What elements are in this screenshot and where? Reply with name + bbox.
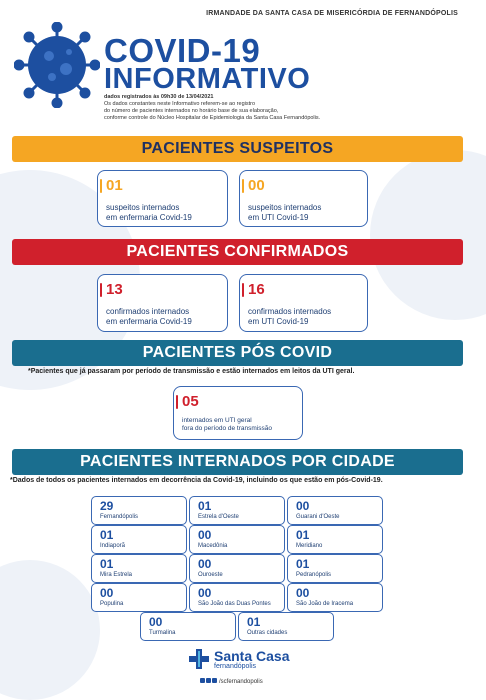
intro-line-1: Os dados constantes neste Informativo referem-se ao registro [104, 101, 256, 107]
city-card [287, 525, 383, 554]
card-desc-1: confirmados internados [106, 307, 190, 316]
card-number: 01 [106, 177, 123, 194]
city-name: Ouroeste [198, 572, 223, 578]
cross-icon [188, 648, 210, 670]
city-name: Fernandópolis [100, 514, 139, 520]
city-card [189, 496, 285, 525]
city-count: 29 [100, 499, 114, 513]
city-card [91, 525, 187, 554]
city-card [91, 583, 187, 612]
city-count: 01 [296, 528, 310, 542]
city-name: Turmalina [149, 630, 176, 636]
city-card [287, 583, 383, 612]
banner-pos-covid: PACIENTES PÓS COVID [12, 340, 463, 366]
city-card [287, 554, 383, 583]
city-count: 00 [296, 586, 310, 600]
city-count: 01 [296, 557, 310, 571]
city-name: São João das Duas Pontes [198, 601, 271, 607]
city-count: 00 [100, 586, 114, 600]
instagram-icon [200, 678, 205, 683]
city-count: 01 [247, 615, 261, 629]
city-count: 00 [198, 528, 212, 542]
title-covid: COVID-19 [104, 32, 261, 69]
card-number: 13 [106, 281, 123, 298]
city-name: Outras cidades [247, 630, 288, 636]
facebook-icon [206, 678, 211, 683]
city-name: Populina [100, 601, 124, 607]
card-confirmados-uti [239, 274, 368, 332]
card-suspeitos-uti [239, 170, 368, 227]
city-card [189, 554, 285, 583]
banner-confirmados: PACIENTES CONFIRMADOS [12, 239, 463, 265]
city-count: 00 [198, 586, 212, 600]
title-informativo: INFORMATIVO [104, 63, 311, 95]
city-card [140, 612, 236, 641]
card-desc-2: em UTI Covid-19 [248, 213, 309, 222]
city-count: 00 [149, 615, 163, 629]
city-card [238, 612, 334, 641]
intro-text [104, 94, 384, 122]
city-name: São João de Iracema [296, 601, 354, 607]
city-card [189, 525, 285, 554]
card-suspeitos-enfermaria [97, 170, 228, 227]
virus-icon [14, 22, 100, 108]
background-virus-right [370, 150, 486, 320]
santa-casa-logo [188, 648, 308, 672]
card-desc-2: em enfermaria Covid-19 [106, 213, 192, 222]
banner-suspeitos: PACIENTES SUSPEITOS [12, 136, 463, 162]
brand-name: Santa Casa [214, 648, 290, 664]
banner-cidades: PACIENTES INTERNADOS POR CIDADE [12, 449, 463, 475]
card-desc-2: fora do período de transmissão [182, 425, 272, 432]
city-name: Meridiano [296, 543, 323, 549]
city-name: Pedranópolis [296, 572, 332, 578]
city-card [287, 496, 383, 525]
intro-line-2: do número de pacientes internados no horário base de sua elaboração, [104, 108, 279, 114]
city-count: 00 [198, 557, 212, 571]
twitter-icon [212, 678, 217, 683]
city-name: Mira Estrela [100, 572, 133, 578]
social-text: /scfernandopolis [219, 679, 263, 685]
card-desc-2: em enfermaria Covid-19 [106, 317, 192, 326]
card-number: 16 [248, 281, 265, 298]
city-name: Indiaporã [100, 543, 126, 549]
city-count: 00 [296, 499, 310, 513]
card-desc-1: suspeitos internados [248, 203, 322, 212]
organization-name: IRMANDADE DA SANTA CASA DE MISERICÓRDIA DE FERNANDÓPOLIS [206, 10, 458, 17]
card-number: 05 [182, 393, 199, 410]
card-desc-1: internados em UTI geral [182, 417, 252, 424]
brand-subtitle: fernandópolis [214, 663, 257, 670]
card-desc-1: confirmados internados [248, 307, 332, 316]
city-card [189, 583, 285, 612]
city-name: Guarani d'Oeste [296, 514, 340, 520]
card-desc-1: suspeitos internados [106, 203, 180, 212]
social-handle [200, 678, 263, 685]
pos-covid-note: *Pacientes que já passaram por período de transmissão e estão internados em leitos da UTI geral. [28, 368, 355, 375]
card-confirmados-enfermaria [97, 274, 228, 332]
city-name: Macedônia [198, 543, 228, 549]
city-count: 01 [198, 499, 212, 513]
city-card [91, 554, 187, 583]
cidades-note: *Dados de todos os pacientes internados em decorrência da Covid-19, incluindo os que estão em pós-Covid-19. [10, 477, 383, 484]
city-name: Estrela d'Oeste [198, 514, 239, 520]
card-pos-covid-uti [173, 386, 303, 440]
intro-line-3: conforme controle do Núcleo Hospitalar de Epidemiologia da Santa Casa Fernandópolis. [104, 115, 321, 121]
card-number: 00 [248, 177, 265, 194]
card-desc-2: em UTI Covid-19 [248, 317, 309, 326]
city-count: 01 [100, 528, 114, 542]
city-count: 01 [100, 557, 114, 571]
background-virus-bottom [0, 560, 100, 700]
city-card [91, 496, 187, 525]
date-line: dados registrados às 09h30 de 13/04/2021 [104, 94, 214, 100]
